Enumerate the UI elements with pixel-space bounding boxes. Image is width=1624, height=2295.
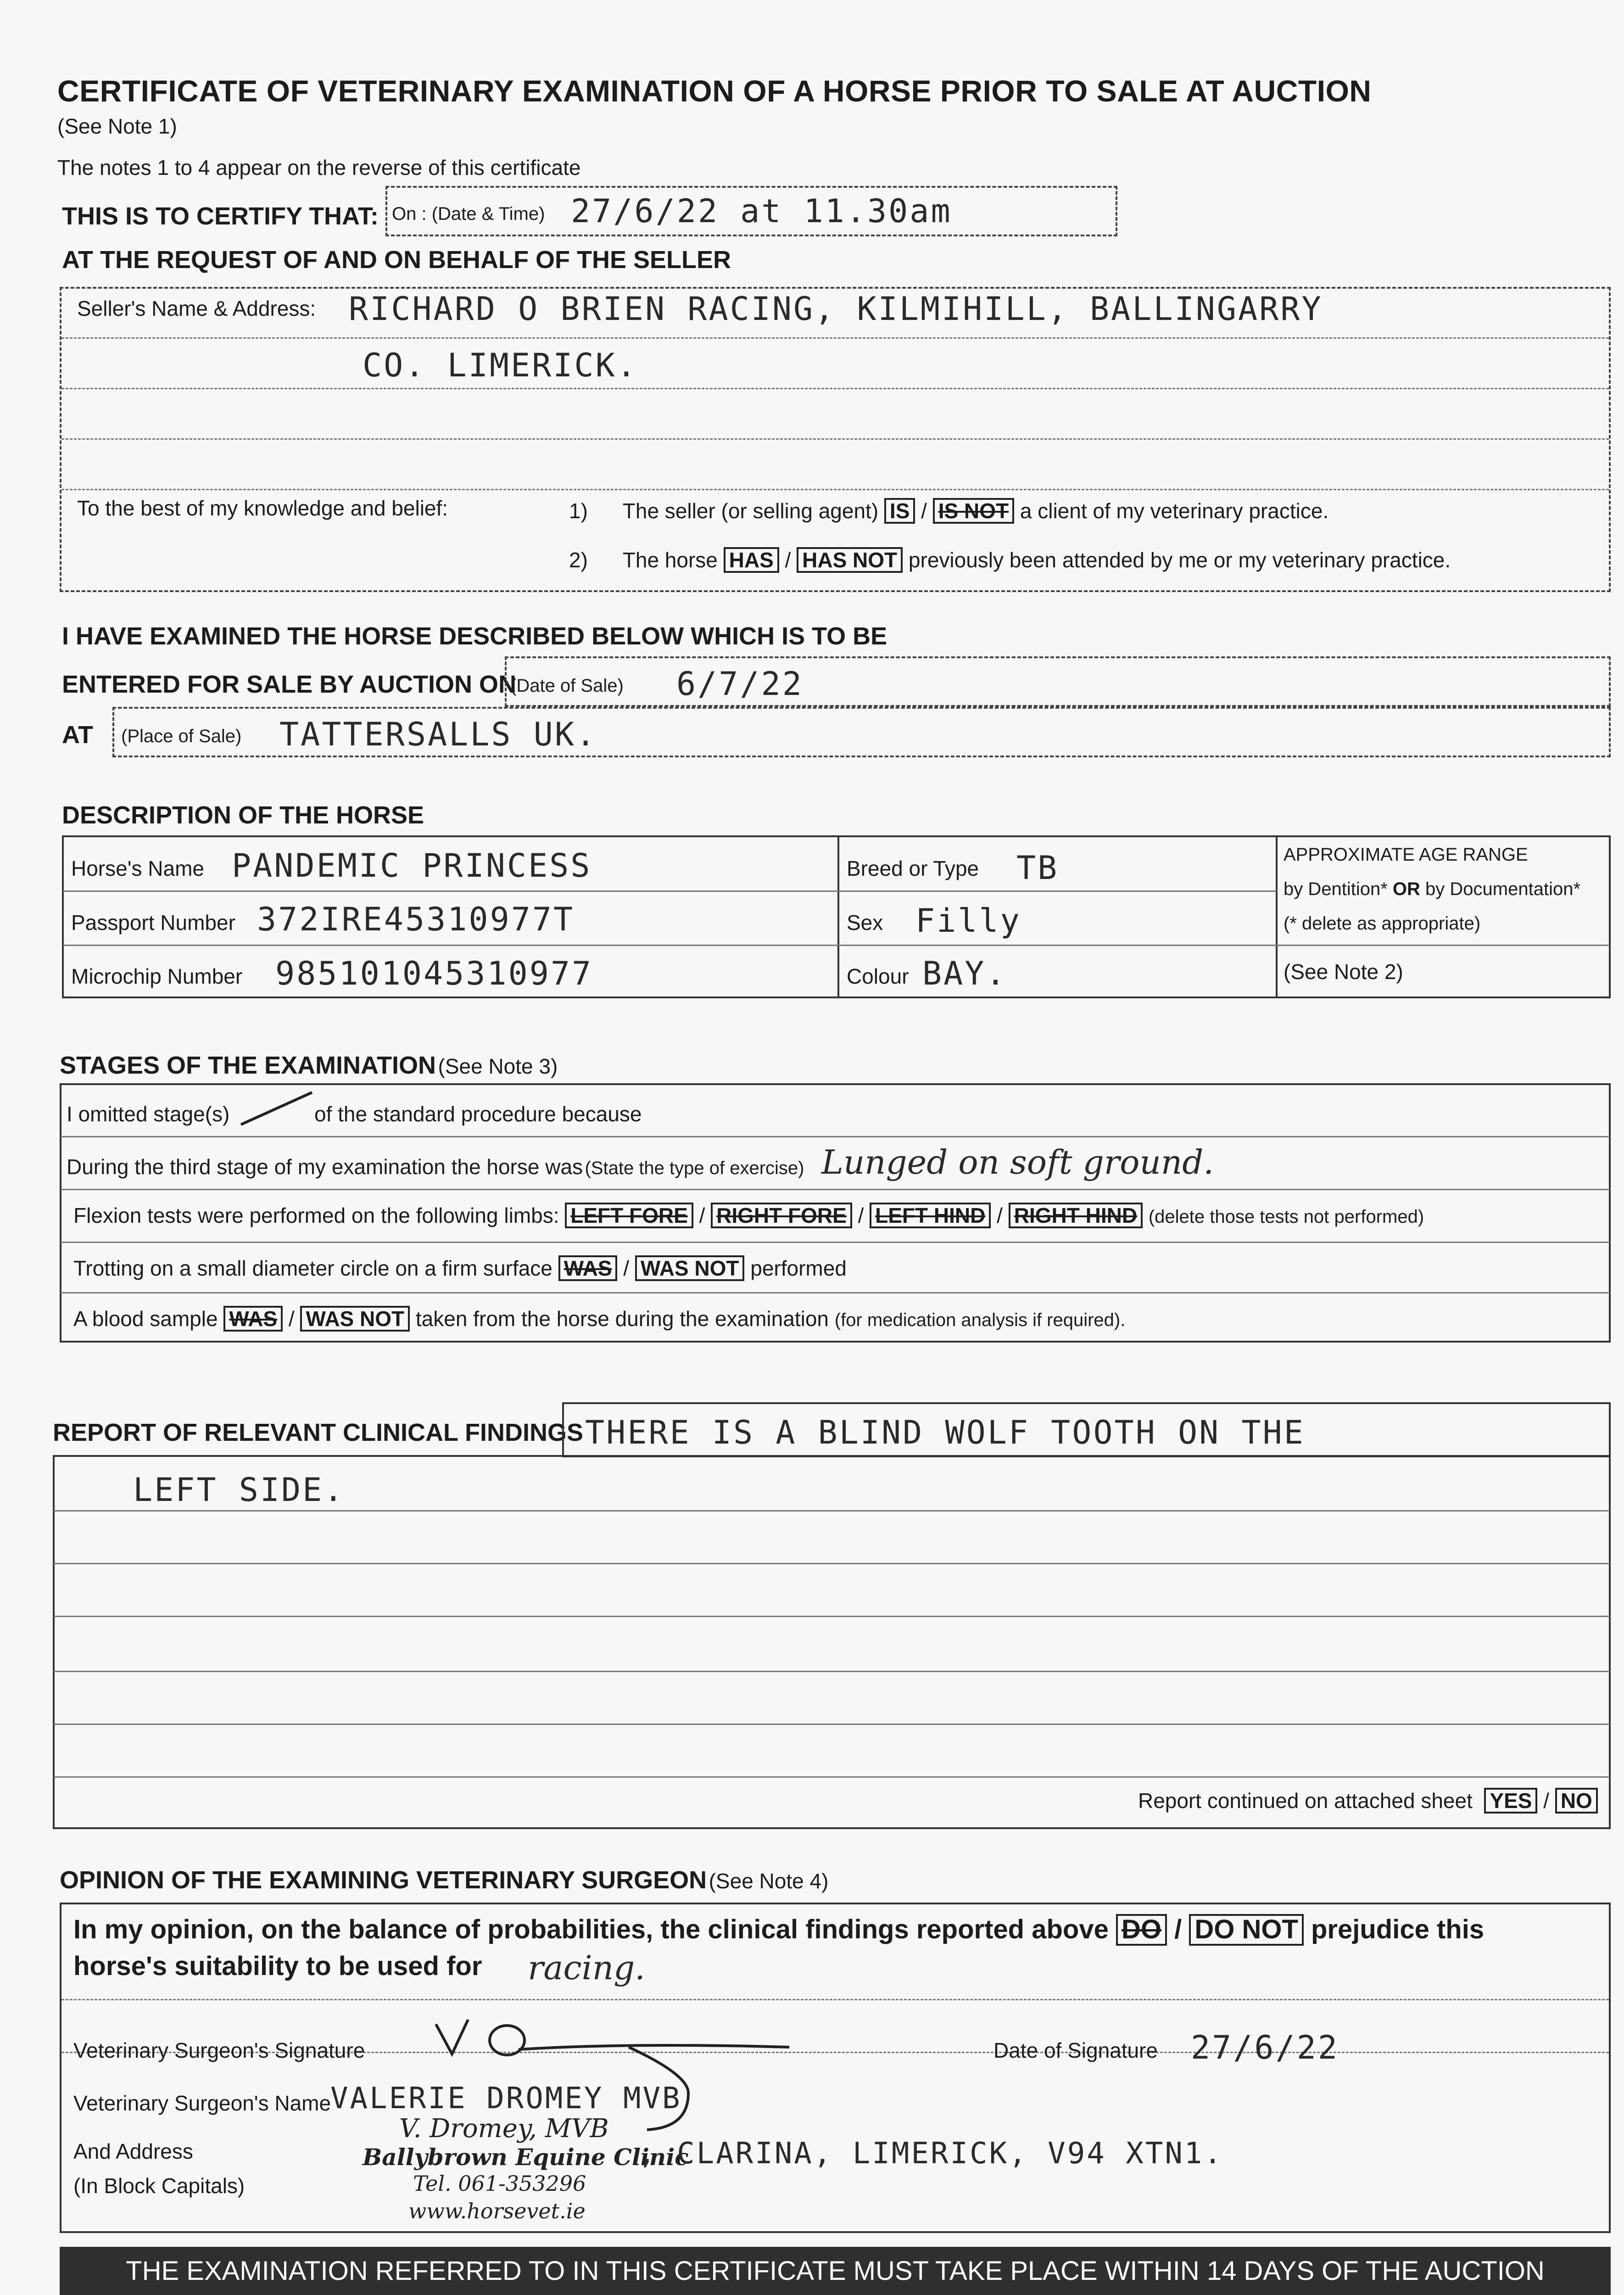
age-see-note-2: (See Note 2)	[1284, 960, 1403, 984]
age-delete-note: (* delete as appropriate)	[1284, 913, 1481, 934]
vet-address-value[interactable]: , CLARINA, LIMERICK, V94 XTN1.	[638, 2137, 1223, 2171]
stamp-telephone: Tel. 061-353296	[413, 2171, 586, 2196]
passport-label: Passport Number	[71, 911, 235, 935]
examined-label: I HAVE EXAMINED THE HORSE DESCRIBED BELOW WHICH IS TO BE	[62, 622, 887, 650]
request-label: AT THE REQUEST OF AND ON BEHALF OF THE SELLER	[62, 246, 731, 274]
omitted-stages-label: I omitted stage(s)	[67, 1102, 230, 1126]
sex-value[interactable]: Filly	[915, 902, 1021, 940]
entered-label: ENTERED FOR SALE BY AUCTION ON	[62, 671, 517, 698]
certify-label: THIS IS TO CERTIFY THAT:	[62, 202, 379, 230]
vet-name-value[interactable]: VALERIE DROMEY MVB	[330, 2082, 682, 2116]
date-of-sale-field[interactable]	[505, 656, 1611, 707]
belief-2-num: 2)	[569, 548, 588, 572]
flexion-right-fore[interactable]: RIGHT FORE	[711, 1203, 852, 1228]
omitted-stages-tail: of the standard procedure because	[314, 1102, 642, 1126]
third-stage-value[interactable]: Lunged on soft ground.	[821, 1143, 1214, 1181]
trotting-was-option[interactable]: WAS	[558, 1255, 618, 1281]
description-heading: DESCRIPTION OF THE HORSE	[62, 801, 424, 829]
age-by-documentation[interactable]: by Documentation*	[1425, 879, 1581, 899]
address-block-capitals-note: (In Block Capitals)	[73, 2174, 245, 2198]
belief-label: To the best of my knowledge and belief:	[77, 496, 448, 520]
certificate-title: CERTIFICATE OF VETERINARY EXAMINATION OF A HORSE PRIOR TO SALE AT AUCTION	[57, 74, 1372, 108]
vet-name-label: Veterinary Surgeon's Name	[73, 2091, 331, 2115]
blood-label: A blood sample	[73, 1307, 218, 1331]
trotting-row: Trotting on a small diameter circle on a firm surface WAS / WAS NOT performed	[73, 1255, 847, 1281]
client-is-option[interactable]: IS	[884, 498, 915, 524]
flexion-label: Flexion tests were performed on the following limbs:	[73, 1203, 559, 1227]
passport-value[interactable]: 372IRE45310977T	[257, 901, 575, 938]
colour-value[interactable]: BAY.	[922, 955, 1007, 992]
attended-has-option[interactable]: HAS	[724, 547, 779, 573]
belief-item-1: 1) The seller (or selling agent) IS / IS NOT a client of my veterinary practice.	[569, 498, 1328, 524]
colour-label: Colour	[847, 964, 909, 988]
belief-1-num: 1)	[569, 499, 588, 523]
report-heading: REPORT OF RELEVANT CLINICAL FINDINGS	[53, 1419, 584, 1446]
flexion-left-hind[interactable]: LEFT HIND	[870, 1203, 991, 1228]
see-note-1: (See Note 1)	[57, 114, 177, 138]
report-line-2[interactable]: LEFT SIDE.	[133, 1471, 345, 1509]
report-line-1[interactable]: THERE IS A BLIND WOLF TOOTH ON THE	[585, 1414, 1305, 1451]
blood-was-option[interactable]: WAS	[223, 1306, 283, 1332]
microchip-label: Microchip Number	[71, 964, 243, 988]
signature-date-label: Date of Signature	[993, 2038, 1158, 2062]
flexion-row: Flexion tests were performed on the following limbs: LEFT FORE / RIGHT FORE / LEFT HIND / RIGHT HIND (delete those tests not performed)	[73, 1203, 1424, 1228]
report-continued-row: Report continued on attached sheet YES / NO	[1138, 1788, 1598, 1814]
date-of-sale-value: 6/7/22	[676, 665, 804, 703]
seller-name-line1[interactable]: RICHARD O BRIEN RACING, KILMIHILL, BALLINGARRY	[349, 290, 1323, 328]
seller-name-line2[interactable]: CO. LIMERICK.	[363, 347, 638, 384]
age-range-options: by Dentition* OR by Documentation*	[1284, 879, 1581, 899]
date-of-sale-label: (Date of Sale)	[510, 676, 624, 696]
opinion-text-line-1: In my opinion, on the balance of probabilities, the clinical findings reported above DO / DO NOT prejudice this	[73, 1914, 1484, 1946]
opinion-use-value[interactable]: racing.	[528, 1948, 646, 1987]
sex-label: Sex	[847, 911, 883, 935]
blood-was-not-option[interactable]: WAS NOT	[300, 1306, 410, 1332]
belief-1-text: The seller (or selling agent)	[622, 499, 879, 523]
client-is-not-option[interactable]: IS NOT	[933, 498, 1014, 524]
place-of-sale-field[interactable]	[112, 707, 1611, 757]
flexion-note: (delete those tests not performed)	[1148, 1207, 1424, 1227]
address-label: And Address	[73, 2139, 193, 2163]
place-of-sale-value: TATTERSALLS UK.	[279, 716, 597, 753]
signature-date-value[interactable]: 27/6/22	[1191, 2029, 1339, 2066]
flexion-right-hind[interactable]: RIGHT HIND	[1009, 1203, 1143, 1228]
trotting-was-not-option[interactable]: WAS NOT	[635, 1255, 745, 1281]
date-time-label: On : (Date & Time)	[392, 204, 545, 224]
opinion-do-option[interactable]: DO	[1116, 1914, 1167, 1946]
flexion-left-fore[interactable]: LEFT FORE	[565, 1203, 693, 1228]
opinion-do-not-option[interactable]: DO NOT	[1189, 1914, 1304, 1946]
opinion-heading: OPINION OF THE EXAMINING VETERINARY SURGEON (See Note 4)	[60, 1866, 829, 1894]
notes-reverse-text: The notes 1 to 4 appear on the reverse of this certificate	[57, 156, 581, 179]
blood-row: A blood sample WAS / WAS NOT taken from the horse during the examination (for medication analysis if required).	[73, 1306, 1125, 1332]
trotting-tail: performed	[750, 1256, 847, 1280]
report-continued-no[interactable]: NO	[1555, 1788, 1598, 1814]
blood-tail: taken from the horse during the examination	[415, 1307, 829, 1331]
signature-label: Veterinary Surgeon's Signature	[73, 2038, 365, 2062]
horse-name-value[interactable]: PANDEMIC PRINCESS	[232, 847, 592, 884]
breed-label: Breed or Type	[847, 856, 979, 880]
third-stage-label: During the third stage of my examination the horse was (State the type of exercise)	[67, 1155, 804, 1179]
stamp-clinic-name: Ballybrown Equine Clinic	[363, 2144, 689, 2171]
belief-2-text: The horse	[622, 548, 718, 572]
omitted-stages-dash	[239, 1088, 317, 1129]
stamp-vet-name: V. Dromey, MVB	[399, 2114, 609, 2144]
stages-heading: STAGES OF THE EXAMINATION (See Note 3)	[60, 1052, 558, 1079]
belief-item-2: 2) The horse HAS / HAS NOT previously been attended by me or my veterinary practice.	[569, 547, 1451, 573]
blood-note: (for medication analysis if required).	[834, 1310, 1126, 1330]
report-continued-label: Report continued on attached sheet	[1138, 1789, 1473, 1813]
seller-name-label: Seller's Name & Address:	[77, 297, 316, 320]
at-label: AT	[62, 721, 93, 749]
date-time-value: 27/6/22 at 11.30am	[571, 192, 952, 230]
microchip-value[interactable]: 985101045310977	[275, 955, 593, 992]
attended-has-not-option[interactable]: HAS NOT	[797, 547, 903, 573]
place-of-sale-label: (Place of Sale)	[121, 726, 242, 746]
breed-value[interactable]: TB	[1016, 849, 1059, 887]
opinion-text-line-2: horse's suitability to be used for	[73, 1951, 482, 1981]
stamp-website: www.horsevet.ie	[408, 2199, 586, 2223]
age-range-title: APPROXIMATE AGE RANGE	[1284, 845, 1528, 865]
trotting-label: Trotting on a small diameter circle on a firm surface	[73, 1256, 552, 1280]
age-by-dentition[interactable]: by Dentition*	[1284, 879, 1388, 899]
report-continued-yes[interactable]: YES	[1484, 1788, 1537, 1814]
belief-2-tail: previously been attended by me or my veterinary practice.	[908, 548, 1451, 572]
date-time-field[interactable]	[385, 186, 1117, 236]
horse-name-label: Horse's Name	[71, 856, 204, 880]
belief-1-tail: a client of my veterinary practice.	[1020, 499, 1329, 523]
footer-banner: THE EXAMINATION REFERRED TO IN THIS CERTIFICATE MUST TAKE PLACE WITHIN 14 DAYS OF THE AUCTION	[60, 2247, 1611, 2295]
